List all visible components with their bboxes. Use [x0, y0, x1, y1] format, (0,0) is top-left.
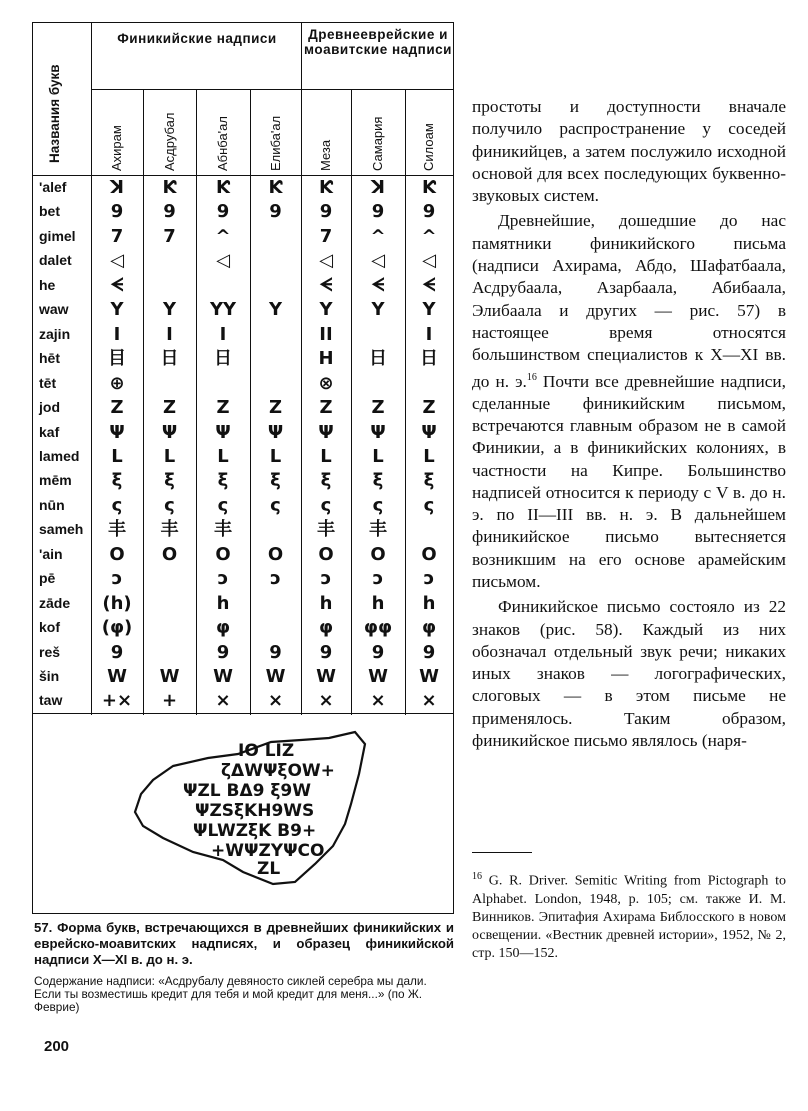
letter-glyph: YY	[209, 299, 237, 321]
letter-glyph: Ψ	[215, 421, 231, 443]
letter-glyph: ς	[372, 494, 384, 516]
letter-glyph: 日	[160, 348, 179, 370]
footnote-ref[interactable]: 16	[526, 371, 537, 383]
letter-glyph: ↄ	[270, 568, 281, 590]
letter-glyph: Ψ	[161, 421, 178, 443]
letter-glyph: I	[219, 323, 227, 345]
letter-glyph: +×	[101, 690, 133, 712]
letter-glyph: O	[318, 543, 334, 565]
letter-glyph: ς	[164, 494, 175, 516]
column-header-4: Меза	[318, 139, 333, 171]
letter-glyph: 9	[110, 641, 124, 663]
letter-glyph: Z	[216, 397, 230, 419]
letter-glyph: Y	[319, 299, 333, 321]
inscription-line: ΨLWZξK B9+	[193, 821, 317, 841]
letter-name: lamed	[39, 447, 80, 464]
letter-glyph: L	[163, 445, 176, 467]
letter-glyph: H	[318, 348, 334, 370]
letter-glyph: W	[419, 666, 439, 687]
letter-glyph: L	[372, 445, 384, 467]
letter-name: kof	[39, 619, 60, 636]
letter-name: sameh	[39, 521, 84, 538]
letter-glyph: Ƙ	[319, 177, 333, 198]
letter-glyph: 日	[369, 348, 387, 370]
letter-glyph: Z	[371, 397, 385, 419]
letter-glyph: ↄ	[217, 568, 229, 590]
footnote-number: 16	[472, 871, 482, 882]
letter-glyph: ς	[217, 494, 229, 516]
letter-glyph: ꓘ	[371, 177, 385, 198]
letter-name: tēt	[39, 374, 57, 391]
letter-glyph: ξ	[423, 470, 435, 492]
letter-glyph: Ψ	[267, 421, 284, 443]
letter-glyph: ξ	[270, 470, 281, 492]
letter-glyph: φ	[421, 617, 437, 639]
letter-glyph: L	[269, 445, 282, 467]
letter-name: gimel	[39, 227, 76, 244]
letter-glyph: ꓘ	[110, 177, 124, 198]
letter-glyph: I	[166, 323, 173, 345]
inscription-line: ZL	[257, 859, 281, 879]
letter-glyph: W	[368, 666, 388, 687]
letter-glyph: Z	[110, 397, 124, 419]
letter-glyph: O	[370, 543, 386, 565]
letter-glyph: ×	[370, 690, 386, 712]
letter-glyph: O	[109, 543, 125, 565]
letter-glyph: 7	[319, 225, 333, 247]
letter-glyph: 7	[163, 225, 176, 247]
letter-glyph: I	[113, 323, 121, 345]
letter-glyph: II	[319, 323, 333, 345]
letter-glyph: ⊗	[318, 372, 334, 394]
column-header-2: Абнба'ал	[215, 116, 230, 171]
figure-caption: 57. Форма букв, встречающихся в древнейших финикийских и еврейско-моавитских надписях, и образец финикийской надписи X—XI в. до н. э.	[34, 920, 454, 967]
letter-glyph: ↄ	[111, 568, 123, 590]
letter-glyph: ᗕ	[422, 274, 436, 296]
letter-glyph: 丰	[214, 519, 232, 541]
letter-name: waw	[39, 301, 69, 318]
letter-glyph: Ψ	[109, 421, 125, 443]
letter-name: taw	[39, 692, 63, 709]
letter-glyph: 日	[420, 348, 438, 370]
letter-glyph: 9	[163, 201, 176, 223]
letter-glyph: 丰	[108, 519, 126, 541]
letter-name: reš	[39, 643, 61, 660]
letter-glyph: W	[159, 666, 180, 687]
letter-glyph: Y	[422, 299, 436, 321]
letter-glyph: 9	[269, 201, 282, 223]
letter-name: 'alef	[39, 179, 67, 195]
letter-glyph: ς	[111, 494, 123, 516]
letter-glyph: I	[425, 323, 433, 345]
letter-glyph: 9	[422, 201, 436, 223]
letter-glyph: ξ	[164, 470, 175, 492]
letter-glyph: ξ	[320, 470, 332, 492]
letter-glyph: ×	[267, 690, 284, 712]
letter-glyph: Ƙ	[216, 177, 230, 198]
inscription-line: +WΨZYΨCO	[211, 841, 325, 861]
letter-name: hēt	[39, 350, 60, 367]
letter-glyph: W	[213, 666, 233, 687]
letter-glyph: ×	[421, 690, 437, 712]
letter-glyph: 9	[110, 201, 124, 223]
letter-glyph: ◁	[110, 250, 124, 272]
inscription-sample	[32, 714, 454, 914]
inscription-contents-note: Содержание надписи: «Асдрубалу девяносто сиклей серебра мы дали. Если ты возместишь кредит для тебя и мой кредит для меня...» (по Ж. Феврие)	[34, 974, 427, 1014]
letter-glyph: Ƙ	[422, 177, 436, 198]
letter-glyph: ᗕ	[371, 274, 385, 296]
letter-glyph: ^	[370, 225, 386, 247]
letter-glyph: ↄ	[372, 568, 384, 590]
inscription-line: ζΔWΨξOW+	[221, 761, 335, 781]
letter-glyph: Ψ	[421, 421, 437, 443]
letter-glyph: ×	[318, 690, 334, 712]
letter-glyph: Y	[110, 299, 124, 321]
letter-name: zāde	[39, 594, 71, 611]
letter-glyph: φ	[318, 617, 334, 639]
paragraph-3: Финикийское письмо состояло из 22 знаков (рис. 58). Каждый из них обозначал отдельный звук речи; никаких иных знаков — логографических, слоговых — в этом письме не применялось. Таким образом, финикийское письмо являлось (наря-	[472, 597, 786, 751]
letter-glyph: +	[161, 690, 178, 712]
letter-glyph: O	[215, 543, 231, 565]
letter-glyph: ↄ	[320, 568, 332, 590]
letter-glyph: L	[320, 445, 332, 467]
letter-glyph: Z	[319, 397, 333, 419]
letter-name: šin	[39, 668, 60, 684]
main-text	[472, 96, 786, 752]
letter-glyph: Ƙ	[268, 177, 283, 198]
letter-glyph: 日	[214, 348, 232, 370]
letter-glyph: ξ	[372, 470, 384, 492]
letter-name: pē	[39, 570, 56, 587]
letter-glyph: ς	[423, 494, 435, 516]
letter-glyph: L	[111, 445, 123, 467]
letter-glyph: Y	[268, 299, 283, 321]
letter-glyph: ^	[421, 225, 437, 247]
letter-glyph: Z	[162, 397, 177, 419]
letter-name: mēm	[39, 472, 72, 489]
letter-glyph: ◁	[216, 250, 230, 272]
letter-glyph: (φ)	[101, 617, 133, 639]
letter-glyph: 9	[422, 641, 436, 663]
letter-glyph: Ƙ	[162, 177, 177, 198]
letter-glyph: ᗕ	[110, 274, 124, 296]
letter-glyph: 丰	[317, 519, 335, 541]
inscription-line: IO LIZ	[238, 741, 295, 761]
footnote: $^{16}$ G. R. Driver. Semitic Writing from Pictograph to Alphabet. London, 1948, p. 105; см. также И. М. Винников. Эпитафия Ахирама Библосского в новом освещении. «Вестник древней истории», 1952, № 2, стр. 150—152.	[472, 871, 786, 961]
letter-glyph: ^	[215, 225, 231, 247]
letter-name: dalet	[39, 252, 72, 269]
letter-glyph: ◁	[422, 250, 436, 272]
footnote-rule	[472, 852, 532, 853]
letter-glyph: Y	[371, 299, 385, 321]
letter-glyph: Z	[422, 397, 436, 419]
inscription-line: ΨZL BΔ9 ξ9W	[183, 781, 312, 801]
paragraph-1: простоты и доступности вначале получило распространение у соседей финикийцев, а затем послужило исходной основой для всех последующих буквенно-звуковых систем.	[472, 97, 786, 206]
letter-glyph: W	[107, 666, 127, 687]
letter-glyph: h	[216, 592, 230, 614]
letter-glyph: 9	[319, 201, 333, 223]
column-header-0: Ахирам	[109, 125, 124, 171]
letter-glyph: ⊕	[109, 372, 125, 394]
letter-glyph: ↄ	[423, 568, 435, 590]
letter-name: 'ain	[39, 545, 63, 562]
column-header-5: Самария	[370, 116, 385, 171]
letter-glyph: L	[217, 445, 229, 467]
letter-glyph: h	[422, 592, 436, 614]
letter-glyph: ᗕ	[319, 274, 333, 296]
letter-glyph: 9	[371, 641, 385, 663]
letter-glyph: W	[316, 666, 336, 687]
letter-glyph: 目	[108, 348, 126, 370]
letter-glyph: ξ	[217, 470, 229, 492]
letter-glyph: ς	[270, 494, 281, 516]
letter-glyph: (h)	[102, 592, 132, 614]
letter-glyph: ◁	[319, 250, 333, 272]
letter-glyph: h	[319, 592, 333, 614]
letter-glyph: Z	[268, 397, 283, 419]
letter-glyph: 9	[216, 201, 230, 223]
letter-glyph: 9	[319, 641, 333, 663]
letter-glyph: h	[371, 592, 385, 614]
letter-name: he	[39, 276, 56, 293]
letter-glyph: 丰	[160, 519, 179, 541]
paragraph-2: Древнейшие, дошедшие до нас памятники финикийского письма (надписи Ахирама, Абдо, Шафатбаала, Асдрубаала, Азарбаала, Абибаала, Элибаала и других — рис. 57) в настоящее время относятся большинством специалистов к X—XI вв. до н. э.$^{16}$ Почти все древнейшие надписи, сделанные финикийским письмом, встречаются главным образом не в самой Финикии, а в финикийских колониях, в частности на Кипре. Большинство надписей относится к периоду с V в. до н. э. по II—III вв. н. э. В дальнейшем финикийское письмо вытесняется возникшим на его основе арамейским письмом.	[472, 211, 786, 591]
letter-forms-table	[32, 22, 454, 714]
letter-name: kaf	[39, 423, 60, 440]
letter-glyph: Ψ	[370, 421, 386, 443]
group-header-phoenician: Финикийские надписи	[117, 31, 277, 46]
column-header-1: Асдрубал	[161, 112, 177, 171]
letter-glyph: Ψ	[318, 421, 334, 443]
letter-glyph: ◁	[371, 250, 385, 272]
letter-glyph: O	[161, 543, 178, 565]
column-header-3: Елиба'ал	[267, 115, 283, 171]
letter-glyph: Y	[162, 299, 177, 321]
letter-name: zajin	[39, 325, 71, 342]
letter-glyph: O	[267, 543, 284, 565]
letter-names-header: Названия букв	[47, 64, 62, 163]
page-number: 200	[44, 1038, 70, 1055]
column-header-6: Силоам	[421, 123, 436, 171]
inscription-fragment-image	[33, 714, 453, 914]
letter-name: nūn	[39, 496, 65, 513]
letter-glyph: 7	[110, 225, 124, 247]
letter-glyph: ς	[320, 494, 332, 516]
letter-glyph: 9	[371, 201, 385, 223]
letter-glyph: O	[421, 543, 437, 565]
letter-glyph: L	[423, 445, 435, 467]
letter-glyph: ×	[215, 690, 231, 712]
letter-glyph: ξ	[111, 470, 123, 492]
letter-glyph: 9	[216, 641, 230, 663]
inscription-line: ΨZSξKH9WS	[195, 801, 315, 821]
group-header-hebrew-moabite: Древнееврейские и моавитские надписи	[304, 27, 452, 57]
letter-glyph: 9	[269, 641, 282, 663]
letter-glyph: φ	[215, 617, 231, 639]
letter-glyph: 丰	[369, 519, 387, 541]
letter-glyph: W	[265, 666, 286, 687]
letter-glyph: φφ	[363, 617, 393, 639]
letter-name: bet	[39, 203, 60, 220]
letter-name: jod	[39, 399, 60, 416]
